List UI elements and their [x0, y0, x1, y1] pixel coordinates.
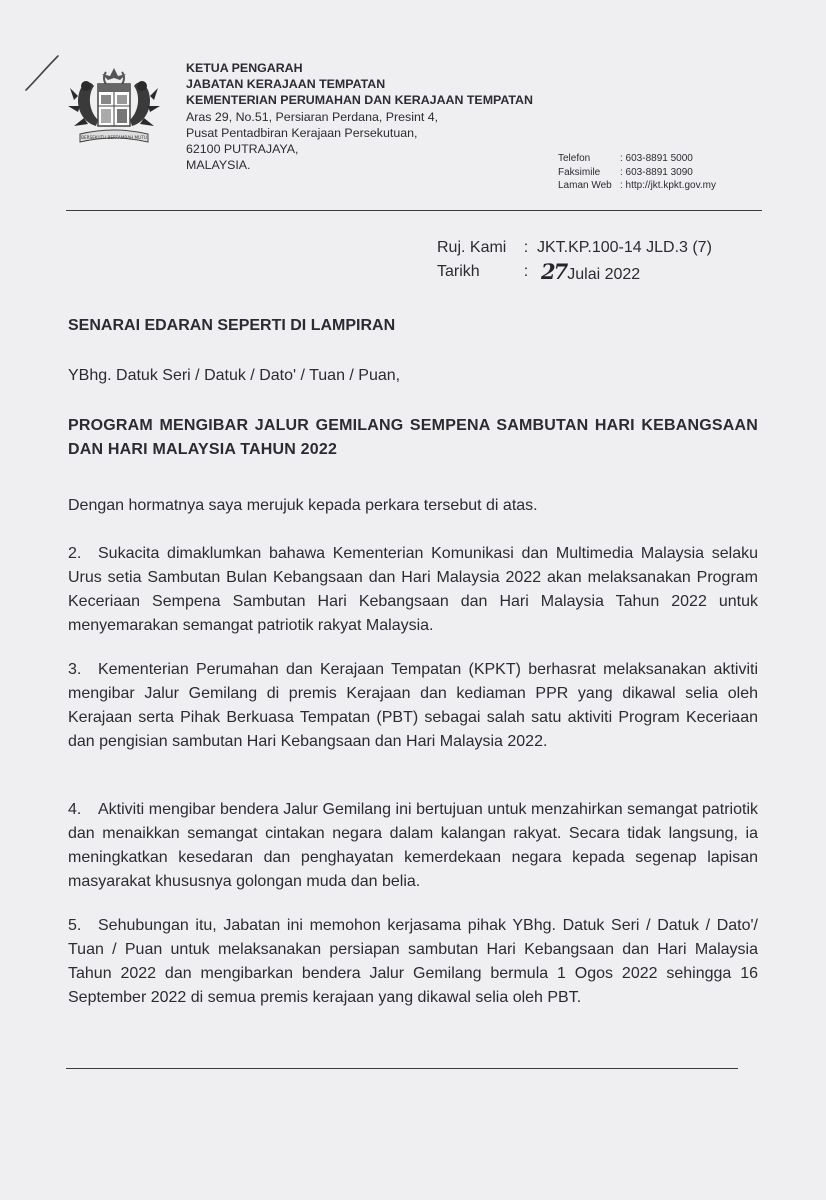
tarikh-label: Tarikh [437, 263, 480, 280]
opening-line: Dengan hormatnya saya merujuk kepada perkara tersebut di atas. [68, 497, 538, 514]
salutation: YBhg. Datuk Seri / Datuk / Dato' / Tuan / Puan, [68, 367, 401, 384]
paragraph-text: Aktiviti mengibar bendera Jalur Gemilang ini bertujuan untuk menzahirkan semangat patriotik dan menaikkan semangat cintakan negara dalam kalangan rakyat. Secara tidak langsung, ia meningkatkan kesedaran dan penghayatan kemerdekaan negara kepada segenap lapisan masyarakat khususnya golongan muda dan belia. [68, 801, 758, 890]
web-label: Laman Web [558, 180, 612, 192]
faks-label: Faksimile [558, 166, 601, 178]
tarikh-handwritten-day: 27 [541, 259, 567, 284]
letterhead-line3: KEMENTERIAN PERUMAHAN DAN KERAJAAN TEMPATAN [186, 93, 533, 108]
paragraph-text: Sehubungan itu, Jabatan ini memohon kerjasama pihak YBhg. Datuk Seri / Datuk / Dato'/ Tuan / Puan untuk melaksanakan persiapan sambutan Hari Kebangsaan dan Hari Malaysia Tahun 2022 dan mengibarkan bendera Jalur Gemilang bermula 1 Ogos 2022 sehingga 16 September 2022 di semua premis kerajaan yang dikawal selia oleh PBT. [68, 917, 758, 1006]
coat-of-arms-icon [56, 66, 172, 154]
paragraph-number: 5. [68, 917, 82, 934]
tarikh-month-year: Julai 2022 [567, 266, 641, 283]
ruj-value: JKT.KP.100-14 JLD.3 (7) [537, 239, 712, 256]
subject-heading: PROGRAM MENGIBAR JALUR GEMILANG SEMPENA SAMBUTAN HARI KEBANGSAAN DAN HARI MALAYSIA TAHUN 2022 [68, 417, 758, 458]
paragraph-3 [68, 658, 758, 754]
telefon-value: : 603-8891 5000 [620, 153, 693, 164]
letterhead [186, 60, 556, 173]
web-value: : http://jkt.kpkt.gov.my [620, 180, 716, 192]
paragraph-5 [68, 914, 758, 1010]
paragraph-number: 3. [68, 661, 82, 678]
faks-value: : 603-8891 3090 [620, 166, 693, 178]
paragraph-4 [68, 798, 758, 894]
paragraph-text: Kementerian Perumahan dan Kerajaan Tempatan (KPKT) berhasrat melaksanakan aktiviti mengibar Jalur Gemilang di premis Kerajaan dan kediaman PPR yang dikawal selia oleh Kerajaan serta Pihak Berkuasa Tempatan (PBT) sebagai salah satu aktiviti Program Keceriaan dan pengisian sambutan Hari Kebangsaan dan Hari Malaysia 2022. [68, 661, 758, 750]
address-line1: Aras 29, No.51, Persiaran Perdana, Presint 4, [186, 109, 439, 124]
address-line2: Pusat Pentadbiran Kerajaan Persekutuan, [186, 125, 418, 140]
telefon-label: Telefon [558, 153, 591, 164]
address-line4: MALAYSIA. [186, 158, 251, 173]
paragraph-2 [68, 542, 758, 638]
paragraph-number: 2. [68, 545, 82, 562]
ruj-colon: : [523, 239, 529, 256]
paragraph-text: Sukacita dimaklumkan bahawa Kementerian Komunikasi dan Multimedia Malaysia selaku Urus setia Sambutan Bulan Kebangsaan dan Hari Malaysia 2022 akan melaksanakan Program Keceriaan Sempena Sambutan Hari Kebangsaan dan Hari Malaysia Tahun 2022 untuk menyemarakan semangat patriotik rakyat Malaysia. [68, 545, 758, 634]
tarikh-colon: : [523, 263, 529, 280]
crest-motto: BERSEKUTU BERTAMBAH MUTU [81, 135, 147, 140]
address-line3: 62100 PUTRAJAYA, [186, 142, 299, 157]
ruj-label: Ruj. Kami [437, 239, 507, 256]
reference-block [437, 236, 712, 287]
letterhead-line2: JABATAN KERAJAAN TEMPATAN [186, 77, 386, 92]
recipient-line: SENARAI EDARAN SEPERTI DI LAMPIRAN [68, 317, 396, 334]
contact-block [558, 152, 716, 193]
footer-divider [66, 1068, 738, 1069]
letterhead-line1: KETUA PENGARAH [186, 61, 303, 75]
header-divider [66, 210, 762, 211]
paragraph-number: 4. [68, 801, 82, 818]
